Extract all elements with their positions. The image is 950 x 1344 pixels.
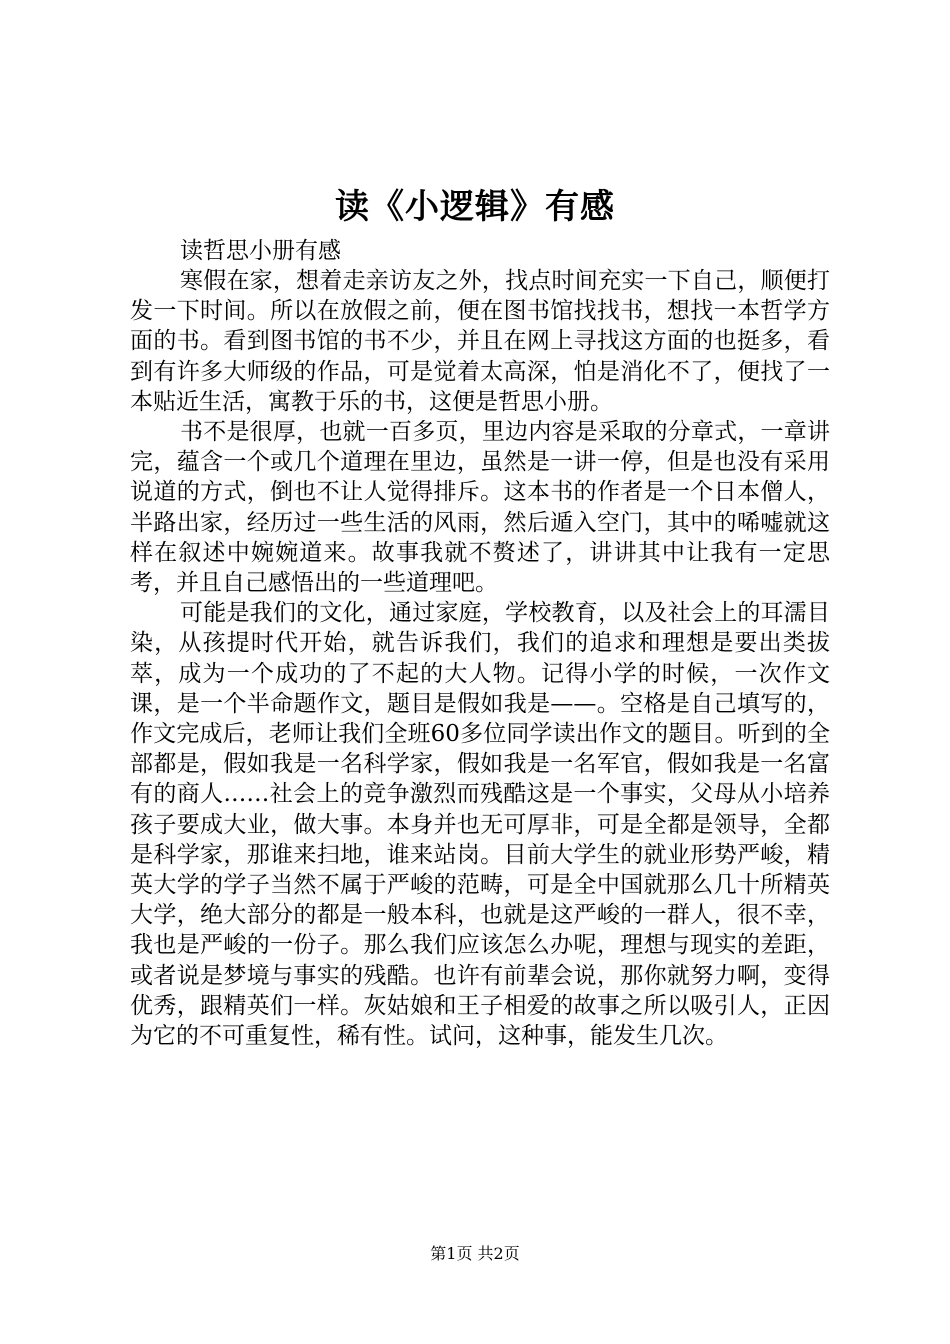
document-subtitle: 读哲思小册有感 [180, 238, 341, 264]
paragraph: 寒假在家，想着走亲访友之外，找点时间充实一下自己，顺便打发一下时间。所以在放假之前，便在图书馆找找书，想找一本哲学方面的书。看到图书馆的书不少，并且在网上寻找这方面的也挺多，看到有许多大师级的作品，可是觉着太高深，怕是消化不了，便找了一本贴近生活，寓教于乐的书，这便是哲思小册。 [130, 268, 830, 415]
document-title: 读《小逻辑》有感 [335, 187, 615, 227]
page-footer: 第1页 共2页 [430, 1244, 520, 1263]
paragraph: 可能是我们的文化，通过家庭，学校教育，以及社会上的耳濡目染，从孩提时代开始，就告诉我们，我们的追求和理想是要出类拔萃，成为一个成功的了不起的大人物。记得小学的时候，一次作文课，是一个半命题作文，题目是假如我是——。空格是自己填写的，作文完成后，老师让我们全班60多位同学读出作文的题目。听到的全部都是，假如我是一名科学家，假如我是一名军官，假如我是一名富有的商人……社会上的竞争激烈而残酷这是一个事实，父母从小培养孩子要成大业，做大事。本身并也无可厚非，可是全都是领导，全都是科学家，那谁来扫地，谁来站岗。目前大学生的就业形势严峻，精英大学的学子当然不属于严峻的范畴，可是全中国就那么几十所精英大学，绝大部分的都是一般本科，也就是这严峻的一群人，很不幸，我也是严峻的一份子。那么我们应该怎么办呢，理想与现实的差距，或者说是梦境与事实的残酷。也许有前辈会说，那你就努力啊，变得优秀，跟精英们一样。灰姑娘和王子相爱的故事之所以吸引人，正因为它的不可重复性，稀有性。试问，这种事，能发生几次。 [130, 600, 830, 1050]
paragraph: 书不是很厚，也就一百多页，里边内容是采取的分章式，一章讲完，蕴含一个或几个道理在里边，虽然是一讲一停，但是也没有采用说道的方式，倒也不让人觉得排斥。这本书的作者是一个日本僧人，半路出家，经历过一些生活的风雨，然后遁入空门，其中的唏嘘就这样在叙述中婉婉道来。故事我就不赘述了，讲讲其中让我有一定思考，并且自己感悟出的一些道理吧。 [130, 419, 830, 597]
document-body [130, 266, 830, 1051]
